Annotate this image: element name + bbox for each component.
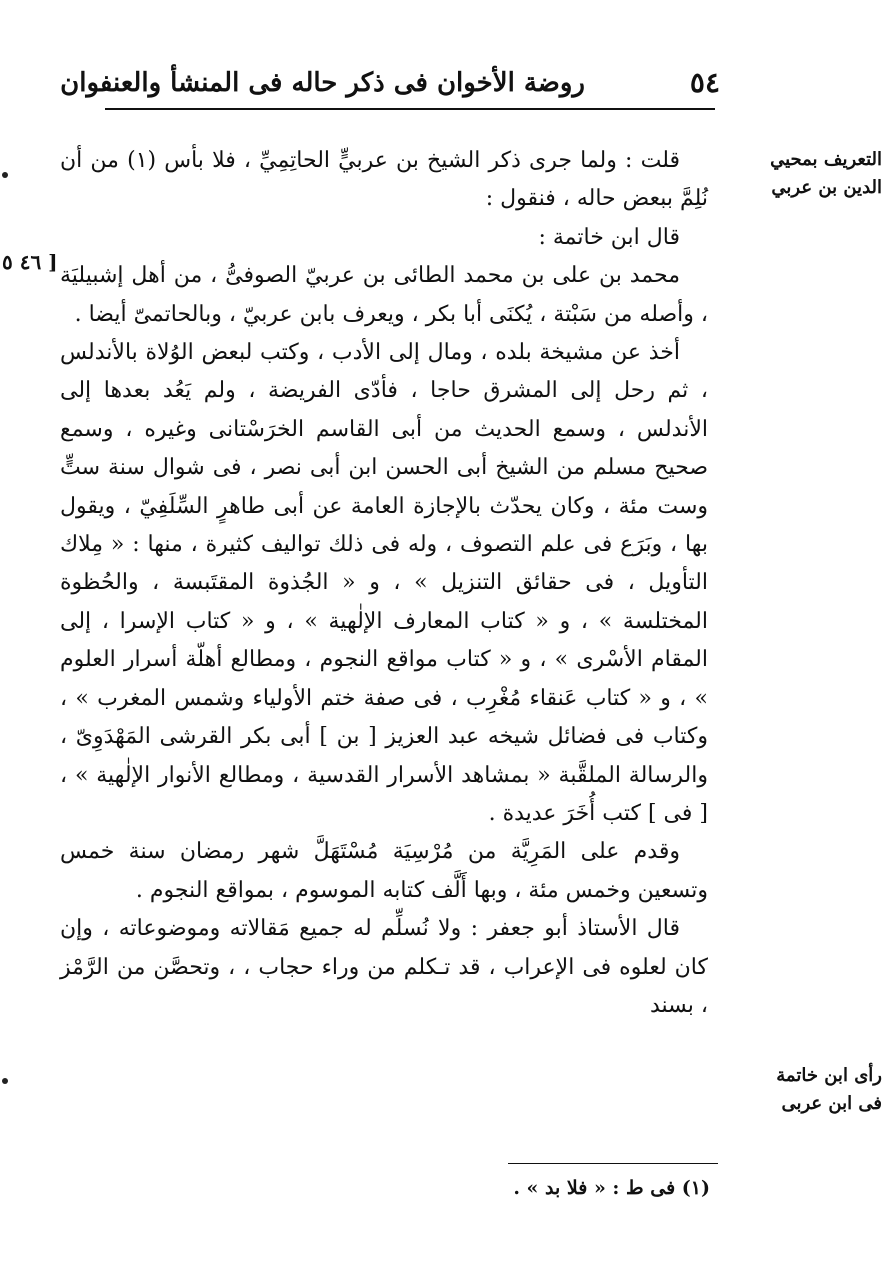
running-title: روضة الأخوان فى ذكر حاله فى المنشأ والعنفوان — [60, 68, 585, 98]
paragraph-intro: قلت : ولما جرى ذكر الشيخ بن عربيٍّ الحاتِمِيِّ ، فلا بأس (١) من أن نُلِمَّ ببعض حاله ، فنقول : — [60, 148, 708, 212]
paragraph-quote-lead: قال ابن خاتمة : — [538, 224, 680, 250]
paragraph-abu-jafar: قال الأستاذ أبو جعفر : ولا نُسلِّم له جميع مَقالاته وموضوعاته ، وإن كان لعلوه فى الإعراب ، قد تـكلم من وراء حجاب ، ، وتحصَّن من الرَّمْز ، بسند — [60, 916, 708, 1018]
main-text — [60, 142, 708, 1025]
page-header — [60, 62, 720, 106]
paragraph-name: محمد بن على بن محمد الطائى بن عربيّ الصوفىُّ ، من أهل إشبيليَة ، وأصله من سَبْتة ، يُكنَى أبا بكر ، ويعرف بابن عربيّ ، وبالحاتمىّ أيضا . — [60, 263, 708, 327]
margin-dot — [2, 172, 8, 178]
page-number: ٥٤ — [689, 66, 720, 99]
header-rule — [105, 108, 715, 110]
margin-page-reference: [ ٤٦ ٥ — [2, 250, 58, 274]
margin-note-ibn-arabi-intro: التعريف بمحيي الدين بن عربي — [770, 149, 882, 198]
margin-note-ibn-khatima-opinion: رأى ابن خاتمة فى ابن عربى — [776, 1065, 882, 1114]
paragraph-almeria: وقدم على المَرِيَّة من مُرْسِيَة مُسْتَهَلَّ شهر رمضان سنة خمس وتسعين وخمس مئة ، وبها أَلَّف كتابه الموسوم ، بمواقع النجوم . — [60, 839, 708, 903]
paragraph-biography: أخذ عن مشيخة بلده ، ومال إلى الأدب ، وكتب لبعض الوُلاة بالأندلس ، ثم رحل إلى المشرق حاجا ، فأدّى الفريضة ، ولم يَعُد بعدها إلى الأندلس ، وسمع الحديث من أبى القاسم الخرَسْتانى وغيره ، وسمع صحيح مسلم من الشيخ أبى الحسن ابن أبى نصر ، فى شوال سنة ستٍّ وست مئة ، وكان يحدّث بالإجازة العامة عن أبى طاهرٍ السِّلَفِيّ ، ويقول بها ، وبَرَع فى علم التصوف ، وله فى ذلك تواليف كثيرة ، منها : « مِلاك التأويل ، فى حقائق التنزيل » ، و « الجُذوة المقتَبسة ، والحُظوة المختلسة » ، و « كتاب المعارف الإلٰهية » ، و « كتاب الإسرا ، إلى المقام الأسْرى » ، و « كتاب مواقع النجوم ، ومطالع أهلّة أسرار العلوم » ، و « كتاب عَنقاء مُغْرِب ، فى صفة ختم الأولياء وشمس المغرب » ، وكتاب فى فضائل شيخه عبد العزيز [ بن ] أبى بكر القرشى المَهْدَوِىّ ، والرسالة الملقَّبة « بمشاهد الأسرار القدسية ، ومطالع الأنوار الإلٰهية » ، [ فى ] كتب أُخَرَ عديدة . — [60, 340, 708, 826]
footnote-rule — [508, 1163, 718, 1164]
footnote: (١) فى ط : « فلا بد » . — [513, 1177, 710, 1199]
margin-dot — [2, 1078, 8, 1084]
